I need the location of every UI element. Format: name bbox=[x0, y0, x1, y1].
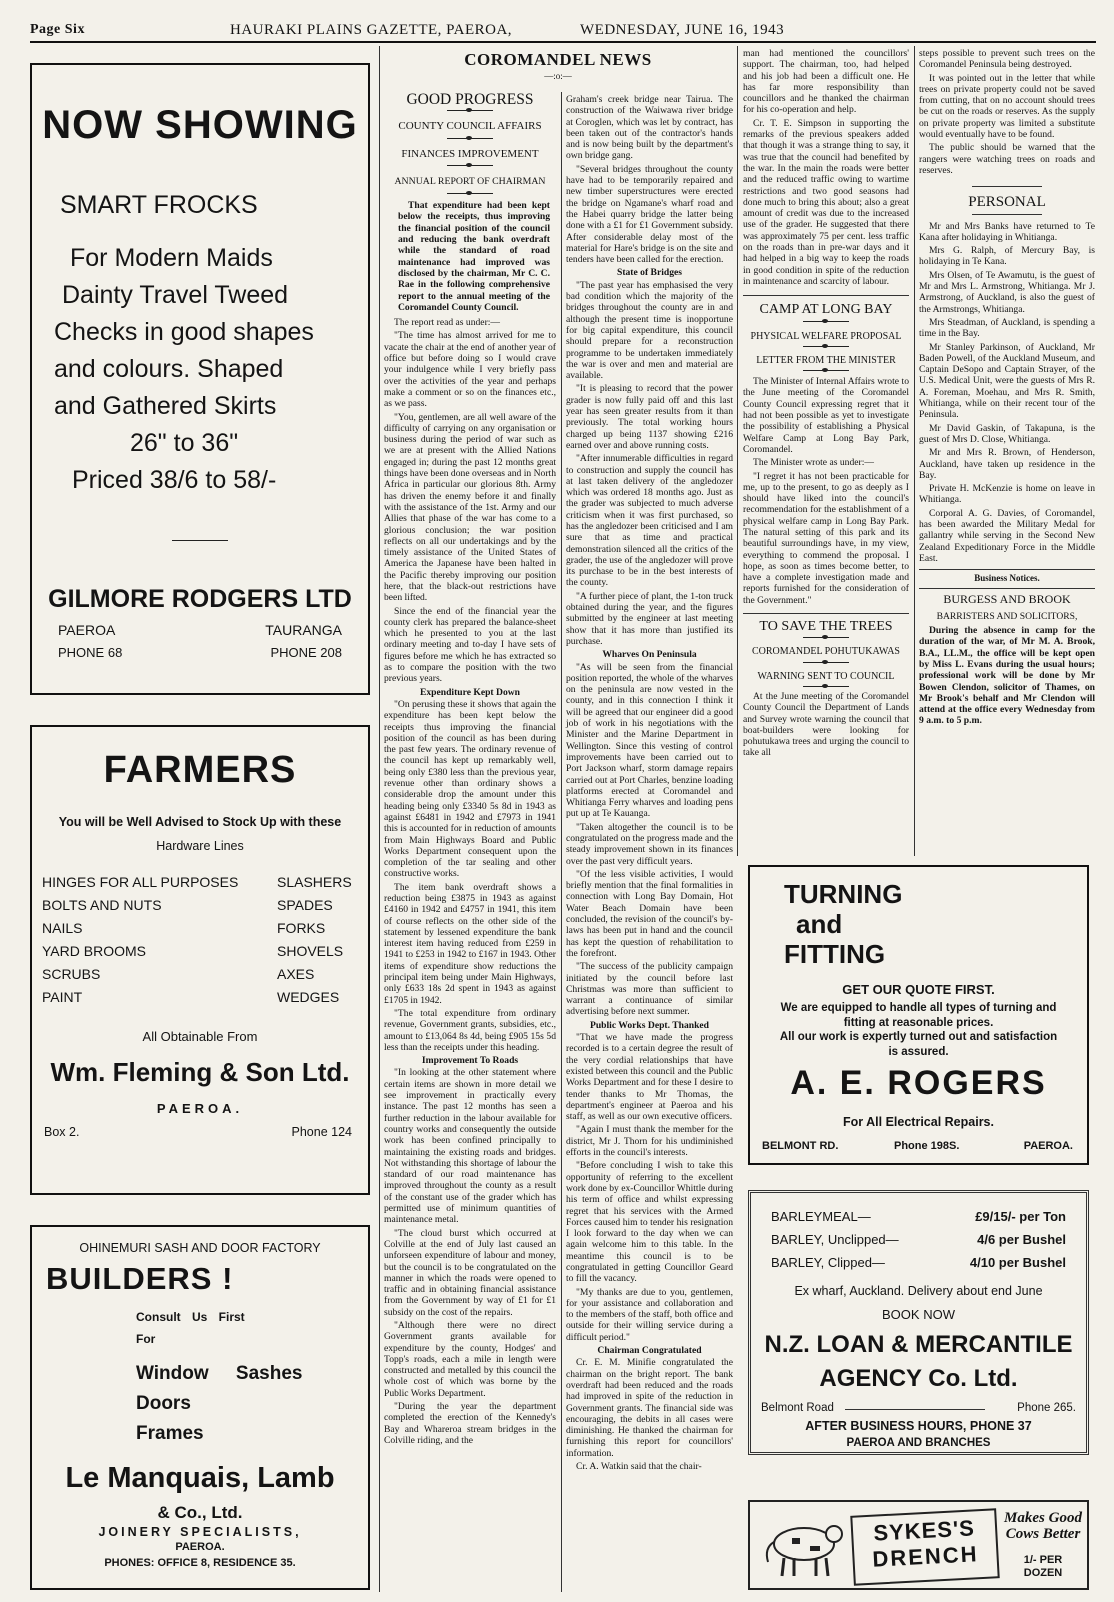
column-rule bbox=[379, 46, 380, 1592]
paragraph: "Before concluding I wish to take this opportunity of referring to the excellent work done by ex-Councillor Whittle during his term of office and whilst expressing regret that his services with the Armed Forces caused him to tender his resignation I look forward to the day when we can again welcome him to this table. In the meantime this council is to be congratulated in getting Councillor Geard to fill the vacancy. bbox=[566, 1160, 733, 1285]
ornament bbox=[803, 686, 849, 687]
newspaper-name: HAURAKI PLAINS GAZETTE, PAEROA, bbox=[230, 22, 513, 38]
headline: GOOD PROGRESS bbox=[406, 91, 534, 108]
ad-left-phone: PHONE 68 bbox=[58, 645, 123, 660]
list-item: Window Sashes bbox=[136, 1363, 303, 1384]
notice-subtitle: BARRISTERS AND SOLICITORS, bbox=[936, 610, 1078, 622]
ad-town: PAEROA. bbox=[175, 1541, 225, 1553]
ad-factory: OHINEMURI SASH AND DOOR FACTORY bbox=[79, 1241, 321, 1255]
ad-wharf: Ex wharf, Auckland. Delivery about end June bbox=[794, 1284, 1043, 1298]
paragraph: "In looking at the other statement where certain items are shown in more detail we see improvement in practically every instance. The past 12 months has seen a further reduction in the labour available for country works and consequently the outside work has been confined principally to maintaining the existing roads and bridges. Not withstanding this shortage of labour the standard of our road maintenance has improved throughout the county as a result of the constant use of the grader which has permitted use of minimum quantities of maintenance metal. bbox=[384, 1067, 556, 1226]
paragraph: "On perusing these it shows that again the expenditure has been kept below the receipts thus improving the financial position of the council as has been during the past few years. The ordinary revenue of the council has kept up remarkably well, being only £380 less than the previous year, revenue other than ordinary shows a considerable drop the amount under this heading being only £3340 5s 8d in 1943 as against £6481 in 1942 and £7973 in 1941 this is accounted for in reduction of amounts from Main Highways Board and Public Works Department consequent upon the completion of the tar sealing and other constructive works. bbox=[384, 698, 556, 880]
price-row bbox=[771, 1251, 1066, 1274]
ad-left-town: PAEROA bbox=[58, 622, 116, 638]
price-row bbox=[771, 1228, 1066, 1251]
product-name: BARLEY, Unclipped— bbox=[771, 1232, 899, 1247]
ad-phone: Phone 198S. bbox=[894, 1140, 960, 1152]
paragraph: "Taken altogether the council is to be congratulated on the progress made and the steady improvement shown in its finances over the past very difficult years. bbox=[566, 821, 733, 867]
list-item: Doors bbox=[136, 1393, 191, 1414]
ad-line: 26" to 36" bbox=[130, 429, 239, 457]
ornament bbox=[803, 662, 849, 663]
brand-name: SYKES'S bbox=[872, 1515, 976, 1546]
paragraph: Private H. McKenzie is home on leave in Whitianga. bbox=[919, 483, 1095, 506]
article-intro: That expenditure had been kept below the receipts, thus improving the financial position of the council and reducing the bank overdraft while the standard of road maintenance had improved was disclosed by the chairman, Mr C. C. Rae in the following comprehensive report to the annual meeting of the Coromandel County Council. bbox=[398, 200, 550, 313]
ad-right-phone: PHONE 208 bbox=[270, 645, 342, 660]
paragraph: The Minister wrote as under:— bbox=[753, 457, 874, 469]
ad-repairs: For All Electrical Repairs. bbox=[843, 1115, 994, 1129]
ornament bbox=[803, 370, 849, 371]
list-item: SPADES bbox=[277, 897, 333, 913]
paragraph: The report read as under:— bbox=[394, 317, 501, 329]
paragraph: "As will be seen from the financial position reported, the whole of the wharves on the peninsula are now vested in the county, and in this connection I think it will be agreed that our engineer did a good job of work in his negotiations with the Minister and the Marine Department in Wellington. Since this vesting of control improvements have been carried out to Port Jackson wharf, storm damage repairs carried out at Port Charles, benzine loading platforms erected at Coromandel and Whitianga Ferry wharves and loading pens put up at Te Kauanga. bbox=[566, 661, 733, 820]
ad-line: For Modern Maids bbox=[70, 244, 273, 272]
ad-company: A. E. ROGERS bbox=[790, 1064, 1047, 1102]
ornament bbox=[803, 637, 849, 638]
list-item: FORKS bbox=[277, 920, 326, 936]
list-item: SCRUBS bbox=[42, 966, 101, 982]
column-three bbox=[743, 48, 909, 761]
ad-line: and colours. Shaped bbox=[54, 355, 284, 383]
ad-line: is assured. bbox=[888, 1045, 949, 1058]
paragraph: "I regret it has not been practicable for me, up to the present, to go as deeply as I should have liked into the council's recommendation for the establishment of a physical welfare camp in Long Bay Park. The natural setting of this park and its beautiful surroundings have, in my view, everything to commend the proposal. I hope, as soon as times become better, to have a complete investigation made and reports furnished for the consideration of the Government." bbox=[743, 470, 909, 606]
brand-panel bbox=[850, 1508, 999, 1586]
ad-line: Checks in good shapes bbox=[54, 318, 314, 346]
subheading: State of Bridges bbox=[616, 267, 682, 279]
paragraph: "It is pleasing to record that the power grader is now fully paid off and this last year has seen greater results from it than previously. The total working hours charged up being 1137 showing £216 earned over and above running costs. bbox=[566, 383, 733, 451]
paragraph: "The past year has emphasised the very bad condition which the majority of the bridges throughout the county are in and although the present time is inopportune for big capital expenditure, this council should prepare for a reconstruction programme to be undertaken immediately the war is over and men and material are available. bbox=[566, 279, 733, 382]
paragraph: Mr and Mrs R. Brown, of Henderson, Auckland, have taken up residence in the Bay. bbox=[919, 447, 1095, 481]
ornament bbox=[447, 110, 493, 111]
paragraph: "The time has almost arrived for me to vacate the chair at the end of another year of office but before doing so I would crave your indulgence while I very briefly pass over the activities of the year and perhaps make a comment or so on the finances etc., as we pass. bbox=[384, 330, 556, 410]
paragraph: Mrs G. Ralph, of Mercury Bay, is holidaying in Te Kana. bbox=[919, 245, 1095, 268]
ad-phones: PHONES: OFFICE 8, RESIDENCE 35. bbox=[104, 1557, 296, 1569]
header-rule bbox=[30, 41, 1096, 43]
paragraph: It was pointed out in the letter that while trees on private property could not be saved from cutting, that on no account should trees be cut on the roads or reserves. As the supply on private property was limited a substitute would eventually have to be found. bbox=[919, 72, 1095, 141]
ad-company: & Co., Ltd. bbox=[157, 1503, 243, 1522]
ornament bbox=[803, 321, 849, 322]
brand-name: DRENCH bbox=[871, 1541, 980, 1572]
paragraph: "The cloud burst which occurred at Colville at the end of July last caused an unforseen expenditure of labour and money, but the council is to be congratulated on the manner in which the roads were opened to traffic and in obtaining financial assistance from the Government by way of £1 for £1 subsidy on the cost of the repairs. bbox=[384, 1227, 556, 1318]
paragraph: "My thanks are due to you, gentlemen, for your assistance and collaboration and to the members of the staff, both office and outside for their willing service during a difficult period." bbox=[566, 1286, 733, 1343]
product-price: 4/6 per Bushel bbox=[977, 1232, 1066, 1247]
deck: PHYSICAL WELFARE PROPOSAL bbox=[750, 330, 902, 342]
paragraph: steps possible to prevent such trees on the Coromandel Peninsula being destroyed. bbox=[919, 48, 1095, 71]
headline: PERSONAL bbox=[968, 194, 1046, 211]
ad-town: PAEROA. bbox=[1023, 1140, 1073, 1152]
ad-specialists: JOINERY SPECIALISTS, bbox=[98, 1525, 302, 1539]
ad-divider bbox=[172, 540, 228, 541]
paragraph: "During the year the department completed the erection of the Kennedy's Bay and Whareroa stream bridges in the Colville riding, and the bbox=[384, 1401, 556, 1446]
hardware-list-right bbox=[277, 871, 352, 1009]
ad-nz-loan bbox=[748, 1190, 1089, 1455]
deck: ANNUAL REPORT OF CHAIRMAN bbox=[394, 175, 546, 187]
ad-description bbox=[750, 1001, 1087, 1059]
list-item: BOLTS AND NUTS bbox=[42, 897, 162, 913]
ad-branches: PAEROA AND BRANCHES bbox=[846, 1437, 991, 1449]
ad-obtainable: All Obtainable From bbox=[142, 1029, 258, 1044]
paragraph: Cr. E. M. Minifie congratulated the chairman on the bright report. The bank overdraft had been reduced and the roads had improved in spite of the reduction in Government grants. The financial side was encouraging, the debits in all cases were diminishing. He thanked the chairman for furnishing this report for councillors' information. bbox=[566, 1357, 733, 1459]
divider bbox=[919, 569, 1095, 570]
deck: LETTER FROM THE MINISTER bbox=[756, 354, 896, 366]
divider bbox=[972, 186, 1042, 187]
product-name: BARLEYMEAL— bbox=[771, 1209, 871, 1224]
paragraph: "A further piece of plant, the 1-ton truck obtained during the year, and the figures submitted by the engineer at last meeting show that it has more than justified its purchase. bbox=[566, 590, 733, 647]
product-name: BARLEY, Clipped— bbox=[771, 1255, 885, 1270]
paragraph: "The success of the publicity campaign initiated by the council before last Christmas was more than sufficient to warrant a continuance of similar advertising before next summer. bbox=[566, 961, 733, 1018]
paragraph: "Again I must thank the member for the district, Mr J. Thorn for his undiminished efforts in the council's interests. bbox=[566, 1124, 733, 1159]
column-rule bbox=[914, 46, 915, 856]
ad-after-hours: AFTER BUSINESS HOURS, PHONE 37 bbox=[805, 1419, 1032, 1433]
cow-icon bbox=[756, 1512, 852, 1582]
leader-line bbox=[845, 1409, 985, 1410]
list-item: YARD BROOMS bbox=[42, 943, 146, 959]
paragraph: The public should be warned that the rangers were watching trees on roads and reserves. bbox=[919, 142, 1095, 176]
deck: COUNTY COUNCIL AFFAIRS bbox=[398, 120, 542, 133]
ad-company: Le Manquais, Lamb bbox=[65, 1462, 335, 1494]
issue-date: WEDNESDAY, JUNE 16, 1943 bbox=[580, 22, 785, 38]
paragraph: "You, gentlemen, are all well aware of the difficulty of carrying on any organisation or business during the period of war such as we are at present with the Allied Nations engaged in; during the past 12 months great things have been done overseas and in North Africa in particular our glorious 8th. Army has driven the enemy before it and finally with the assistance of the 1st. Army and our Allies that phase of the war has come to a glorious conclusion; the war position reflects on all our undertakings and by the timely assistance of the United States of America the Japanese have been halted in the Pacific thereby improving our position here, that the black-out restrictions have been lifted. bbox=[384, 411, 556, 604]
ad-company: Wm. Fleming & Son Ltd. bbox=[50, 1057, 350, 1087]
subheading: Public Works Dept. Thanked bbox=[589, 1019, 710, 1031]
ad-products bbox=[136, 1359, 302, 1449]
list-item: SLASHERS bbox=[277, 874, 352, 890]
ad-company: AGENCY Co. Ltd. bbox=[819, 1365, 1018, 1392]
headline: CAMP AT LONG BAY bbox=[759, 302, 893, 318]
ad-for: For bbox=[136, 1332, 156, 1346]
ad-company: GILMORE RODGERS LTD bbox=[48, 585, 352, 613]
ad-intro: You will be Well Advised to Stock Up with these bbox=[58, 815, 342, 829]
paragraph: "Several bridges throughout the county have had to be temporarily repaired and new timber superstructures were erected the bridge on Ngamane's wharf road and the Habei quarry bridge the latter being done with a £1 for £1 Government subsidy. After considerable delay most of the material for Hare's bridge is on the site and tenders have been called for the erection. bbox=[566, 163, 733, 266]
ad-address: Belmont Road bbox=[761, 1402, 834, 1414]
ad-address: BELMONT RD. bbox=[762, 1140, 839, 1152]
ad-title-line: and bbox=[796, 909, 843, 939]
price-unit: DOZEN bbox=[1023, 1567, 1063, 1579]
product-price: £9/15/- per Ton bbox=[975, 1209, 1066, 1224]
ornament bbox=[447, 165, 493, 166]
list-item: AXES bbox=[277, 966, 315, 982]
subheading: Wharves On Peninsula bbox=[602, 649, 697, 661]
ad-consult: Consult Us First bbox=[136, 1310, 245, 1324]
ad-line: All our work is expertly turned out and satisfaction bbox=[779, 1031, 1058, 1043]
subheading: Chairman Congratulated bbox=[597, 1345, 702, 1357]
article-good-progress bbox=[384, 91, 556, 1448]
ornament bbox=[447, 138, 493, 139]
ad-phone: Phone 124 bbox=[291, 1125, 352, 1139]
ad-company: N.Z. LOAN & MERCANTILE bbox=[764, 1331, 1073, 1358]
ad-title-line: FITTING bbox=[784, 939, 886, 969]
paragraph: Mr and Mrs Banks have returned to Te Kana after holidaying in Whitianga. bbox=[919, 220, 1095, 243]
ad-title bbox=[784, 879, 902, 969]
ad-description bbox=[54, 240, 354, 499]
paragraph: Graham's creek bridge near Tairua. The construction of the Waiwawa river bridge at Coroglen, which was let by contract, has been taken out of the contractor's hands and is now being built by the department's own bridge gang. bbox=[566, 94, 733, 162]
paragraph: Since the end of the financial year the county clerk has prepared the balance-sheet which he presented to you at the last ordinary meeting and to-day I have sets of figures before me which he has extracted so as to compare the position with the two previous years. bbox=[384, 605, 556, 685]
paragraph: "After innumerable difficulties in regard to construction and supply the council has at last taken delivery of the angledozer which was ordered 18 months ago. Just as the grader was subjected to much adverse criticism when it was first purchased, so has the angledozer been criticised and I am sure that as time and practical demonstration silenced all the critics of the grader, the use of the angledozer will prove its purchase to be in the best interests of the county. bbox=[566, 453, 733, 589]
paragraph: "Of the less visible activities, I would briefly mention that the final formalities in connection with Long Bay Domain, Hot Water Beach Domain have been concluded, the revision of the council's by-laws has been put in hand and the council has kept the question of rehabilitation to the forefront. bbox=[566, 868, 733, 959]
paragraph: Mr David Gaskin, of Takapuna, is the guest of Mrs D. Close, Whitianga. bbox=[919, 422, 1095, 445]
ad-line: Priced 38/6 to 58/- bbox=[72, 466, 277, 494]
ad-farmers bbox=[30, 725, 370, 1195]
price-list bbox=[771, 1205, 1066, 1274]
ad-box: Box 2. bbox=[44, 1125, 80, 1139]
ad-title: NOW SHOWING bbox=[42, 103, 358, 147]
ad-right-town: TAURANGA bbox=[265, 622, 342, 638]
paragraph: During the absence in camp for the duration of the war, of Mr M. A. Brook, B.A., LL.M., the office will be kept open by Miss L. Evans during the usual hours; professional work will be done by Mr Bowen Clendon, solicitor of Thames, on Mr Brook's behalf and Mr Clendon will attend at the office every Wednesday from 9 a.m. to 5 p.m. bbox=[919, 625, 1095, 727]
ad-line: We are equipped to handle all types of turning and bbox=[780, 1002, 1057, 1014]
headline: TO SAVE THE TREES bbox=[759, 619, 893, 635]
list-item: SHOVELS bbox=[277, 943, 344, 959]
ad-book: BOOK NOW bbox=[882, 1307, 955, 1322]
subheading: Improvement To Roads bbox=[421, 1055, 519, 1067]
ad-phone: Phone 265. bbox=[1017, 1402, 1076, 1414]
paragraph: Corporal A. G. Davies, of Coromandel, has been awarded the Military Medal for gallantry while serving in the Second New Zealand Expeditionary Force in the Middle East. bbox=[919, 507, 1095, 564]
paragraph: Cr. A. Watkin said that the chair- bbox=[576, 1461, 702, 1473]
ad-subtitle: SMART FROCKS bbox=[60, 191, 258, 219]
ornament bbox=[447, 193, 493, 194]
product-price: 4/10 per Bushel bbox=[969, 1255, 1066, 1270]
paragraph: The Minister of Internal Affairs wrote to the June meeting of the Coromandel County Council expressing regret that it had not been possible as yet to investigate the possibility of establishing a Physical Welfare Camp at Long Bay Park, Coromandel. bbox=[743, 376, 909, 455]
ad-sykes-drench bbox=[748, 1500, 1089, 1590]
ad-title: BUILDERS ! bbox=[46, 1261, 234, 1296]
paragraph: Mr Stanley Parkinson, of Auckland, Mr Baden Powell, of the Auckland Museum, and Captain DeSopo and Captain Strayer, of the U.S. Medical Unit, were the guests of Mrs R. A. Foreman, Moehau, and Mrs R. Smith, Whitianga, while on their recent tour of the Peninsula. bbox=[919, 341, 1095, 421]
ad-title-line: TURNING bbox=[784, 879, 903, 909]
ornament bbox=[803, 346, 849, 347]
page-number: Page Six bbox=[30, 22, 85, 37]
paragraph: Mrs Olsen, of Te Awamutu, is the guest of Mr and Mrs L. Armstrong, Whitianga. Mr J. Armstrong, of Auckland, is also the guest of the Armstrongs, Whitianga. bbox=[919, 269, 1095, 315]
ad-now-showing bbox=[30, 63, 370, 695]
paragraph: At the June meeting of the Coromandel County Council the Department of Lands and Survey wrote warning the council that boat-builders were looking for pohutukawa trees and urging the council to take all bbox=[743, 690, 909, 759]
column-rule bbox=[737, 46, 738, 856]
list-item: PAINT bbox=[42, 989, 83, 1005]
ad-line: Dainty Travel Tweed bbox=[62, 281, 289, 309]
ad-town: PAEROA. bbox=[156, 1101, 244, 1116]
column-four bbox=[919, 48, 1095, 729]
section-separator: —:o:— bbox=[544, 71, 572, 81]
column-rule bbox=[561, 92, 562, 1592]
price-row bbox=[771, 1205, 1066, 1228]
subheading: Expenditure Kept Down bbox=[419, 686, 521, 698]
paragraph: "Although there were no direct Government grants available for expenditure by the county, Hodges' and Topp's roads, each a mile in length were constructed and metalled by this council the whole cost of which was borne by the Public Works Department. bbox=[384, 1319, 556, 1399]
ad-slogan: Makes Good Cows Better bbox=[1004, 1510, 1082, 1542]
paragraph: "That we have made the progress recorded is to a certain degree the result of the very cordial relationships that have existed between this council and the Public Works Department and for these I desire to tender thanks to Mr Thomas, the department's engineer at Paeroa and his staff, as well as our own executive officers. bbox=[566, 1032, 733, 1123]
paragraph: man had mentioned the councillors' support. The chairman, too, had helped and his job had been a difficult one. He has far more responsibility than councillors and he thanked the chairman for his co-operation and help. bbox=[743, 48, 909, 116]
ad-line: fitting at reasonable prices. bbox=[843, 1016, 994, 1029]
list-item: HINGES FOR ALL PURPOSES bbox=[42, 874, 239, 890]
deck: WARNING SENT TO COUNCIL bbox=[757, 670, 895, 682]
divider bbox=[743, 613, 909, 614]
paragraph: "The total expenditure from ordinary revenue, Government grants, subsidies, etc., amount to £13,064 8s 4d, being £905 15s 5d less than the receipts under this heading. bbox=[384, 1007, 556, 1053]
price-line: 1/- PER bbox=[1023, 1554, 1063, 1566]
ad-builders bbox=[30, 1225, 370, 1590]
article-good-progress-cont bbox=[566, 94, 733, 1474]
list-item: Frames bbox=[136, 1423, 204, 1444]
divider bbox=[743, 295, 909, 296]
ad-intro: Hardware Lines bbox=[156, 839, 244, 853]
deck: COROMANDEL POHUTUKAWAS bbox=[752, 646, 900, 658]
notices-title: Business Notices. bbox=[974, 573, 1040, 584]
hardware-list-left bbox=[42, 871, 238, 1009]
list-item: WEDGES bbox=[277, 989, 340, 1005]
deck: FINANCES IMPROVEMENT bbox=[401, 147, 539, 160]
ad-line: and Gathered Skirts bbox=[54, 392, 277, 420]
divider bbox=[919, 588, 1095, 589]
list-item: NAILS bbox=[42, 920, 83, 936]
divider bbox=[972, 214, 1042, 215]
paragraph: Mrs Steadman, of Auckland, is spending a time in the Bay. bbox=[919, 316, 1095, 340]
ad-turning-fitting bbox=[748, 865, 1089, 1165]
ad-quote: GET OUR QUOTE FIRST. bbox=[842, 982, 995, 997]
section-title: COROMANDEL NEWS bbox=[464, 50, 652, 69]
ad-price bbox=[1004, 1554, 1082, 1580]
notice-firm: BURGESS AND BROOK bbox=[943, 592, 1071, 607]
ad-title: FARMERS bbox=[103, 749, 297, 791]
paragraph: The item bank overdraft shows a reduction being £3875 in 1943 as against £4160 in 1942 and £4757 in 1941, this item of course reflects on the other side of the statement by lessened expenditure the bank interest item having reduced from £259 in 1941 to £253 in 1942 to £167 in 1943. Other items of expenditure show reductions the principal item being under Main Highways, only £633 18s 2d spent in 1943 as against £1705 in 1942. bbox=[384, 881, 556, 1006]
paragraph: Cr. T. E. Simpson in supporting the remarks of the previous speakers added that though it was a strange thing to say, it was true that the council had benefited by the war. In the main the roads were better and the reduced traffic owing to wartime restrictions and two good seasons had done much to bring this about; also a great amount of credit was due to the increased use of the grader. He suggested that there was approximately 75 per cent. less traffic on the roads than in pre-war days and it had helped in a big way to keep the roads in good condition in spite of the reduction in maintenance and scarcity of labour. bbox=[743, 117, 909, 287]
